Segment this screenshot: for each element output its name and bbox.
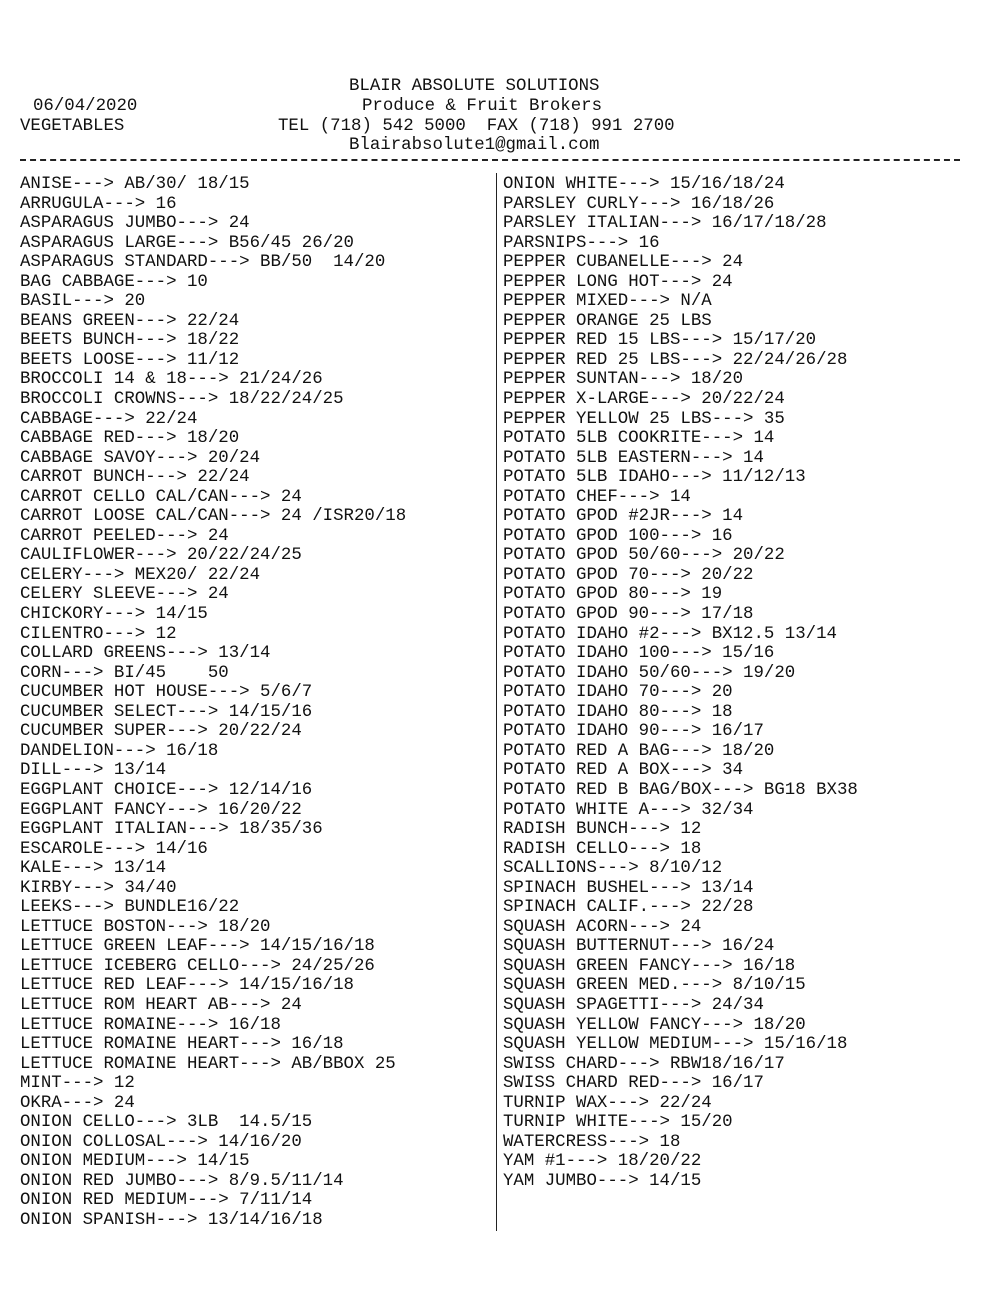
price-list-item: LETTUCE ROMAINE HEART---> 16/18	[20, 1035, 344, 1055]
price-list-item: PEPPER CUBANELLE---> 24	[503, 253, 744, 273]
price-list-item: COLLARD GREENS---> 13/14	[20, 644, 271, 664]
price-list-item: CABBAGE SAVOY---> 20/24	[20, 448, 261, 468]
dashed-divider	[20, 159, 960, 161]
price-list-item: CARROT PEELED---> 24	[20, 526, 229, 546]
price-list-item: PEPPER MIXED---> N/A	[503, 292, 712, 312]
price-list-item: SQUASH YELLOW MEDIUM---> 15/16/18	[503, 1035, 848, 1055]
left-price-column	[20, 175, 406, 1231]
price-list-item: BEANS GREEN---> 22/24	[20, 311, 240, 331]
price-list-item: LETTUCE ICEBERG CELLO---> 24/25/26	[20, 956, 375, 976]
price-list-item: DILL---> 13/14	[20, 761, 167, 781]
price-list-item: POTATO IDAHO 50/60---> 19/20	[503, 663, 796, 683]
price-list-item: POTATO GPOD 80---> 19	[503, 585, 723, 605]
price-list-item: POTATO IDAHO 100---> 15/16	[503, 644, 775, 664]
price-list-item: POTATO GPOD #2JR---> 14	[503, 507, 744, 527]
price-list-item: LETTUCE ROM HEART AB---> 24	[20, 995, 302, 1015]
price-list-item: SWISS CHARD RED---> 16/17	[503, 1074, 764, 1094]
price-list-item: ASPARAGUS STANDARD---> BB/50 14/20	[20, 253, 386, 273]
price-list-item: DANDELION---> 16/18	[20, 741, 219, 761]
price-list-item: POTATO GPOD 50/60---> 20/22	[503, 546, 785, 566]
price-list-item: POTATO IDAHO 70---> 20	[503, 683, 733, 703]
price-list-item: CELERY---> MEX20/ 22/24	[20, 565, 261, 585]
price-list-item: CARROT LOOSE CAL/CAN---> 24 /ISR20/18	[20, 507, 407, 527]
price-list-item: LETTUCE GREEN LEAF---> 14/15/16/18	[20, 937, 375, 957]
price-list-item: CABBAGE RED---> 18/20	[20, 429, 240, 449]
price-list-item: ASPARAGUS LARGE---> B56/45 26/20	[20, 233, 354, 253]
price-list-item: BEETS LOOSE---> 11/12	[20, 350, 240, 370]
price-list-item: SPINACH BUSHEL---> 13/14	[503, 878, 754, 898]
right-price-column	[503, 175, 858, 1191]
price-list-item: POTATO 5LB COOKRITE---> 14	[503, 429, 775, 449]
price-list-item: ONION COLLOSAL---> 14/16/20	[20, 1132, 302, 1152]
price-list-item: ONION MEDIUM---> 14/15	[20, 1152, 250, 1172]
contact-email: Blairabsolute1@gmail.com	[349, 136, 600, 155]
price-list-item: CUCUMBER SUPER---> 20/22/24	[20, 722, 302, 742]
price-list-item: PEPPER SUNTAN---> 18/20	[503, 370, 744, 390]
price-list-item: POTATO RED A BAG---> 18/20	[503, 741, 775, 761]
price-list-item: BROCCOLI 14 & 18---> 21/24/26	[20, 370, 323, 390]
price-list-item: ESCAROLE---> 14/16	[20, 839, 208, 859]
column-divider	[496, 173, 497, 1231]
price-list-item: RADISH CELLO---> 18	[503, 839, 702, 859]
price-list-item: TURNIP WHITE---> 15/20	[503, 1113, 733, 1133]
price-list-item: POTATO IDAHO 80---> 18	[503, 702, 733, 722]
price-list-item: LETTUCE RED LEAF---> 14/15/16/18	[20, 976, 354, 996]
price-list-item: LETTUCE BOSTON---> 18/20	[20, 917, 271, 937]
price-list-item: POTATO CHEF---> 14	[503, 487, 691, 507]
price-list-item: RADISH BUNCH---> 12	[503, 820, 702, 840]
price-list-item: POTATO 5LB IDAHO---> 11/12/13	[503, 468, 806, 488]
price-list-item: PEPPER X-LARGE---> 20/22/24	[503, 390, 785, 410]
price-list-item: SWISS CHARD---> RBW18/16/17	[503, 1054, 785, 1074]
company-name: BLAIR ABSOLUTE SOLUTIONS	[349, 77, 600, 96]
price-list-item: SQUASH BUTTERNUT---> 16/24	[503, 937, 775, 957]
contact-numbers: TEL (718) 542 5000 FAX (718) 991 2700	[278, 117, 675, 136]
price-list-item: CORN---> BI/45 50	[20, 663, 229, 683]
price-list-item: PEPPER LONG HOT---> 24	[503, 272, 733, 292]
price-list-item: ARRUGULA---> 16	[20, 194, 177, 214]
price-list-item: POTATO GPOD 70---> 20/22	[503, 565, 754, 585]
price-list-item: ONION SPANISH---> 13/14/16/18	[20, 1210, 323, 1230]
price-list-item: CUCUMBER HOT HOUSE---> 5/6/7	[20, 683, 313, 703]
price-list-item: SQUASH ACORN---> 24	[503, 917, 702, 937]
price-list-item: ANISE---> AB/30/ 18/15	[20, 175, 250, 194]
price-list-item: YAM #1---> 18/20/22	[503, 1152, 702, 1172]
price-list-item: SQUASH YELLOW FANCY---> 18/20	[503, 1015, 806, 1035]
price-list-item: CARROT CELLO CAL/CAN---> 24	[20, 487, 302, 507]
price-list-item: YAM JUMBO---> 14/15	[503, 1171, 702, 1191]
price-list-item: CUCUMBER SELECT---> 14/15/16	[20, 702, 313, 722]
price-list-item: POTATO WHITE A---> 32/34	[503, 800, 754, 820]
price-list-item: LETTUCE ROMAINE---> 16/18	[20, 1015, 281, 1035]
price-list-item: PEPPER YELLOW 25 LBS---> 35	[503, 409, 785, 429]
price-list-item: BROCCOLI CROWNS---> 18/22/24/25	[20, 390, 344, 410]
price-list-item: BAG CABBAGE---> 10	[20, 272, 208, 292]
price-list-item: LETTUCE ROMAINE HEART---> AB/BBOX 25	[20, 1054, 396, 1074]
price-list-item: CILENTRO---> 12	[20, 624, 177, 644]
price-list-item: POTATO IDAHO 90---> 16/17	[503, 722, 764, 742]
price-list-item: PEPPER RED 25 LBS---> 22/24/26/28	[503, 350, 848, 370]
price-list-item: SQUASH GREEN FANCY---> 16/18	[503, 956, 796, 976]
price-list-item: KIRBY---> 34/40	[20, 878, 177, 898]
price-list-item: SCALLIONS---> 8/10/12	[503, 859, 723, 879]
price-list-item: POTATO GPOD 100---> 16	[503, 526, 733, 546]
price-list-item: POTATO 5LB EASTERN---> 14	[503, 448, 764, 468]
category-label: VEGETABLES	[20, 117, 125, 136]
price-list-item: EGGPLANT FANCY---> 16/20/22	[20, 800, 302, 820]
price-list-item: ASPARAGUS JUMBO---> 24	[20, 214, 250, 234]
price-list-item: BEETS BUNCH---> 18/22	[20, 331, 240, 351]
price-list-item: EGGPLANT CHOICE---> 12/14/16	[20, 780, 313, 800]
price-list-item: POTATO RED B BAG/BOX---> BG18 BX38	[503, 780, 858, 800]
price-list-item: WATERCRESS---> 18	[503, 1132, 681, 1152]
price-list-item: LEEKS---> BUNDLE16/22	[20, 898, 240, 918]
price-list-item: ONION RED MEDIUM---> 7/11/14	[20, 1191, 313, 1211]
price-list-item: POTATO IDAHO #2---> BX12.5 13/14	[503, 624, 837, 644]
price-list-item: SQUASH SPAGETTI---> 24/34	[503, 995, 764, 1015]
price-list-item: PARSLEY CURLY---> 16/18/26	[503, 194, 775, 214]
price-list-item: ONION CELLO---> 3LB 14.5/15	[20, 1113, 313, 1133]
price-list-item: CARROT BUNCH---> 22/24	[20, 468, 250, 488]
price-list-item: PARSLEY ITALIAN---> 16/17/18/28	[503, 214, 827, 234]
company-subtitle: Produce & Fruit Brokers	[362, 97, 603, 116]
price-list-item: CABBAGE---> 22/24	[20, 409, 198, 429]
price-list-item: SQUASH GREEN MED.---> 8/10/15	[503, 976, 806, 996]
price-list-item: MINT---> 12	[20, 1074, 135, 1094]
price-list-item: POTATO GPOD 90---> 17/18	[503, 605, 754, 625]
price-list-item: CHICKORY---> 14/15	[20, 605, 208, 625]
price-list-item: ONION WHITE---> 15/16/18/24	[503, 175, 785, 194]
price-list-item: KALE---> 13/14	[20, 859, 167, 879]
price-list-item: CELERY SLEEVE---> 24	[20, 585, 229, 605]
price-list-item: PEPPER ORANGE 25 LBS	[503, 311, 712, 331]
price-list-item: CAULIFLOWER---> 20/22/24/25	[20, 546, 302, 566]
price-list-item: TURNIP WAX---> 22/24	[503, 1093, 712, 1113]
price-list-item: PARSNIPS---> 16	[503, 233, 660, 253]
price-list-item: OKRA---> 24	[20, 1093, 135, 1113]
price-list-item: EGGPLANT ITALIAN---> 18/35/36	[20, 820, 323, 840]
price-list-date: 06/04/2020	[33, 97, 138, 116]
price-list-item: SPINACH CALIF.---> 22/28	[503, 898, 754, 918]
price-list-item: PEPPER RED 15 LBS---> 15/17/20	[503, 331, 817, 351]
price-list-item: BASIL---> 20	[20, 292, 146, 312]
price-list-item: ONION RED JUMBO---> 8/9.5/11/14	[20, 1171, 344, 1191]
price-list-item: POTATO RED A BOX---> 34	[503, 761, 744, 781]
